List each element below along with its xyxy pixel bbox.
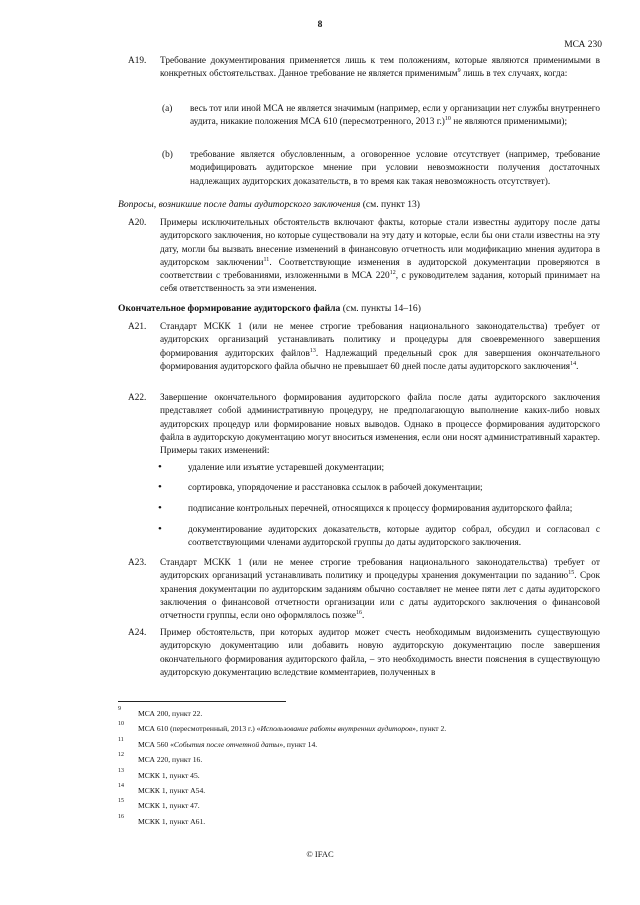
paragraph-a20: Примеры исключительных обстоятельств включают факты, которые стали известны аудитору после даты аудиторского заключения, но которые существовали на эту дату и которые, если бы они стали известны на эту дату, могли бы вызвать внесение изменений в финансовую отчетность или модификацию мнения аудитора в аудиторском заключении$^{11}$. Соответствующие изменения в аудиторской документации проверяются в соответствии с требованиями, изложенными в МСА $220^{12}$, с руководителем задания, который принимает на себя ответственность за эти изменения. <box>160 218 600 295</box>
paragraph-a24: Пример обстоятельств, при которых аудитор может счесть необходимым видоизменить существующую аудиторскую документацию или добавить новую аудиторскую документацию после завершения окончательного формирования аудиторского файла, – это необходимость внести пояснения в существующую аудиторскую документацию вследствие комментариев, полученных в <box>160 628 600 678</box>
bullet-item: документирование аудиторских доказательств, которые аудитор собрал, обсудил и согласовал с соответствующими членами аудиторской группы до даты аудиторского заключения. <box>188 525 600 549</box>
footnote-number: 15 <box>118 798 124 805</box>
footer-copyright: © IFAC <box>306 849 334 859</box>
footnote <box>118 754 598 769</box>
footnote-separator <box>118 701 286 702</box>
paragraph-a19: Требование документирования применяется лишь к тем положениям, которые являются применимыми в конкретных обстоятельствах. Данное требование не является применимым$^9$ лишь в тех случаях, когда: <box>160 56 600 80</box>
footnote <box>118 782 598 800</box>
bullet-item: подписание контрольных перечней, относящихся к процессу формирования аудиторского файла; <box>188 504 573 514</box>
footnote-number: 10 <box>118 721 124 728</box>
paragraph-a22: Завершение окончательного формирования аудиторского файла после даты аудиторского заключения представляет собой административную процедуру, не предполагающую выполнение каких-либо новых аудиторских процедур или формирование новых выводов. Однако в процессе формирования аудиторского файла в аудиторскую документацию могут вноситься изменения, если они носят административный характер. Примеры таких изменений: <box>160 393 600 457</box>
footnote <box>118 800 598 815</box>
paragraph-label-a22: A22. <box>128 393 147 403</box>
footnotes <box>118 708 598 831</box>
footnote <box>118 736 598 754</box>
standard-reference: МСА 230 <box>564 40 602 50</box>
section-heading-questions-ref: (см. пункт 13) <box>362 199 420 210</box>
section-heading-questions <box>118 198 420 211</box>
footnote-text: МСА 200, пункт 22. <box>138 709 203 718</box>
paragraph-label-a19: A19. <box>128 56 147 66</box>
paragraph-label-a21: A21. <box>128 322 147 332</box>
paragraph-label-a24: A24. <box>128 628 147 638</box>
footnote-text: МСА 610 (пересмотренный, 2013 г.) «Использование работы внутренних аудиторов», пункт 2. <box>138 724 447 734</box>
list-label-b: (b) <box>162 150 173 160</box>
footnote <box>118 813 598 831</box>
section-heading-final-title: Окончательное формирование аудиторского файла <box>118 303 341 314</box>
paragraph-a23: Стандарт МСКК 1 (или не менее строгие требования национального законодательства) требует от аудиторских организаций устанавливать политику и процедуры хранения документации по заданию$^{15}$. Срок хранения документации по аудиторским заданиям обычно составляет не менее пяти лет с даты аудиторского заключения о финансовой отчетности организации или с даты аудиторского заключения о финансовой отчетности группы, если оно оформлялось позже$^{16}$. <box>160 558 600 622</box>
footnote-number: 16 <box>118 813 124 820</box>
paragraph-a21: Стандарт МСКК 1 (или не менее строгие требования национального законодательства) требует от аудиторских организаций устанавливать политику и процедуры для своевременного завершения формирования аудиторских файлов$^{13}$. Надлежащий предельный срок для завершения окончательного формирования аудиторского файла обычно не превышает 60 дней после даты аудиторского заключения$^{14}$. <box>160 322 600 372</box>
footnote-text: МСА 560 «События после отчетной даты», пункт 14. <box>138 739 318 749</box>
page-number: 8 <box>317 20 323 30</box>
footnote-text: МСКК 1, пункт 47. <box>138 801 200 811</box>
bullet-marker: • <box>158 523 162 535</box>
paragraph-label-a20: A20. <box>128 218 147 228</box>
footnote <box>118 708 598 723</box>
bullet-item: сортировка, упорядочение и расстановка ссылок в рабочей документации; <box>188 483 483 493</box>
paragraph-label-a23: A23. <box>128 558 147 568</box>
footnote-number: 13 <box>118 767 124 774</box>
footnote-text: МСКК 1, пункт 45. <box>138 770 200 780</box>
list-item-a: весь тот или иной МСА не является значимым (например, если у организации нет службы внутреннего аудита, никакие положения МСА 610 (пересмотренного, 2013 г.)$^{10}$ не являются применимыми); <box>190 104 600 128</box>
section-heading-final-ref: (см. пункты 14–16) <box>342 303 421 314</box>
section-heading-questions-title: Вопросы, возникшие после даты аудиторского заключения <box>118 199 361 210</box>
footnote <box>118 767 598 785</box>
footnote-text: МСКК 1, пункт A61. <box>138 816 206 826</box>
section-heading-final <box>118 302 421 315</box>
list-label-a: (a) <box>162 104 173 114</box>
footnote <box>118 723 598 738</box>
footnote-text: МСКК 1, пункт A54. <box>138 785 206 795</box>
bullet-marker: • <box>158 461 162 473</box>
footnote-text: МСА 220, пункт 16. <box>138 755 203 765</box>
footnote-number: 14 <box>118 782 124 789</box>
footnote-number: 12 <box>118 752 124 759</box>
list-item-b: требование является обусловленным, а оговоренное условие отсутствует (например, требование модифицировать аудиторское мнение при условии невозможности получения достаточных надлежащих аудиторских доказательств, в то время как такая невозможность отсутствует). <box>190 150 600 187</box>
footnote-number: 11 <box>118 736 124 743</box>
bullet-item: удаление или изъятие устаревшей документации; <box>188 463 385 473</box>
bullet-marker: • <box>158 481 162 493</box>
footnote-number: 9 <box>118 706 121 712</box>
bullet-marker: • <box>158 502 162 514</box>
